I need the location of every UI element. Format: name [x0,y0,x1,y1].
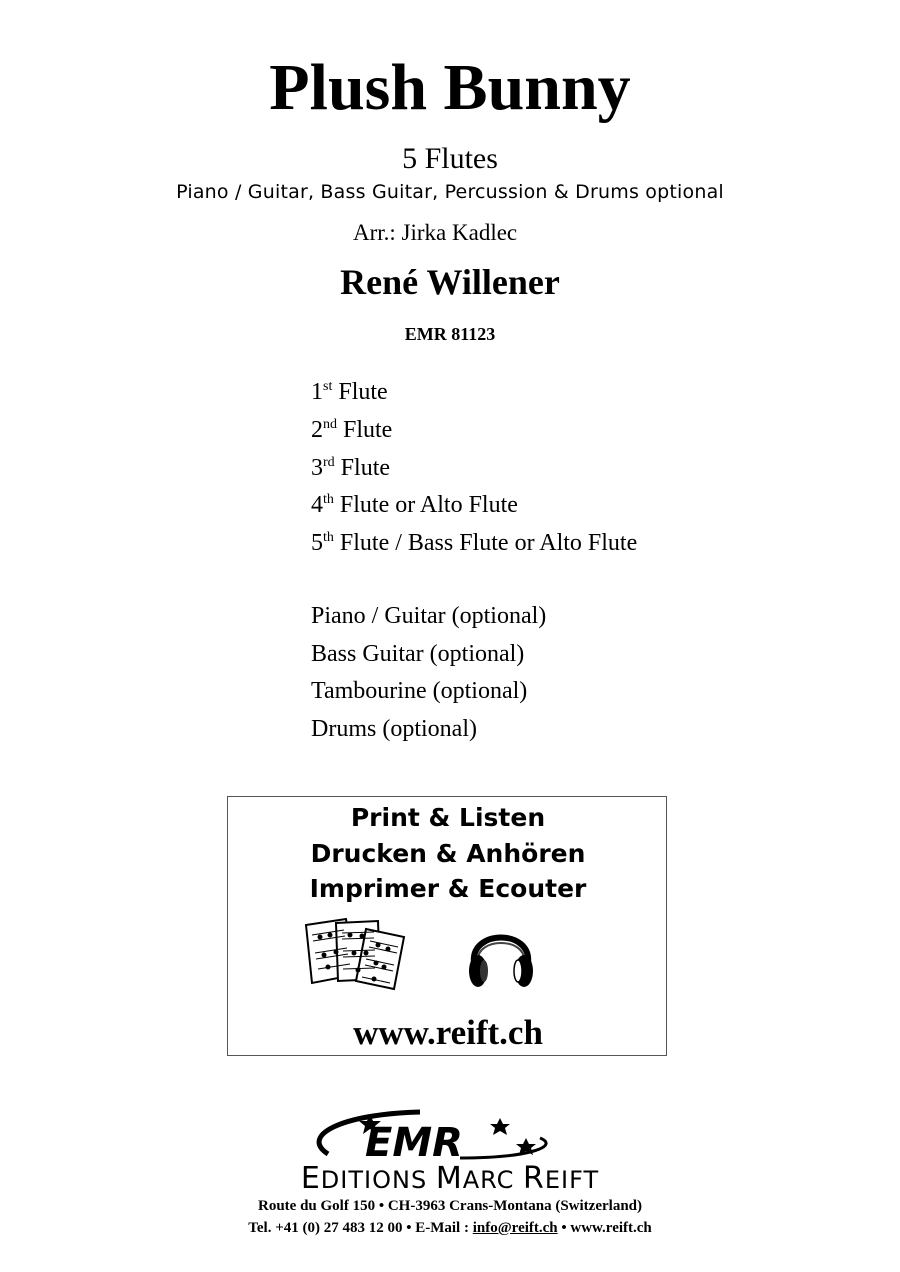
promo-line-drucken-anhoeren: Drucken & Anhören [310,839,586,868]
composer: René Willener [340,262,560,302]
website-url[interactable]: www.reift.ch [353,1013,543,1052]
subtitle: 5 Flutes [402,142,498,175]
emr-logo [310,1108,590,1164]
optional-part-item: Bass Guitar (optional) [311,640,525,667]
print-listen-box [227,796,667,1056]
sheet-music-icon [300,915,412,991]
publisher-address: Route du Golf 150 • CH-3963 Crans-Montana (Switzerland) [258,1198,642,1214]
optional-part-item: Drums (optional) [311,715,477,742]
optional-parts-list [311,598,546,748]
part-item: 3rd Flute [311,454,391,481]
instrumentation: Piano / Guitar, Bass Guitar, Percussion & Drums optional [176,181,724,203]
part-item: 4th Flute or Alto Flute [311,492,518,519]
part-item: 1st Flute [311,379,388,405]
publisher-contact [0,1219,900,1238]
email-link[interactable]: info@reift.ch [472,1220,558,1236]
optional-part-item: Tambourine (optional) [311,678,528,705]
page-title: Plush Bunny [269,51,631,124]
promo-line-print-listen: Print & Listen [350,803,546,832]
publisher-name: EDITIONS MARC REIFT [300,1161,600,1196]
catalog-number: EMR 81123 [404,324,496,344]
logo-text: EMR [365,1120,463,1164]
optional-part-item: Piano / Guitar (optional) [311,603,547,629]
telephone: Tel. +41 (0) 27 483 12 00 • E-Mail : [248,1220,473,1236]
part-item: 2nd Flute [311,416,393,443]
promo-line-imprimer-ecouter: Imprimer & Ecouter [309,874,587,903]
website: • www.reift.ch [557,1220,652,1236]
headphones-icon [466,917,536,993]
part-item: 5th Flute / Bass Flute or Alto Flute [311,530,638,557]
parts-list [311,374,637,563]
arranger: Arr.: Jirka Kadlec [353,220,518,245]
